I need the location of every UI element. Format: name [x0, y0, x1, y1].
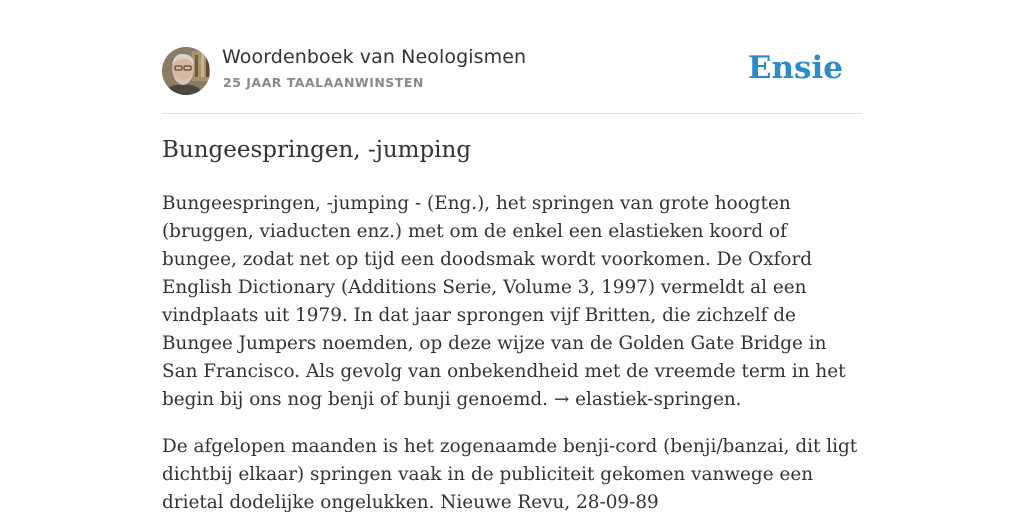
brand-logo[interactable]: Ensie: [747, 50, 843, 86]
site-header: [162, 46, 862, 96]
entry-content: [162, 190, 862, 512]
entry-paragraph: De afgelopen maanden is het zogenaamde benji-cord (benji/banzai, dit ligt dichtbij elkaar) springen vaak in de publiciteit gekomen vanwege een drietal dodelijke ongelukken. Nieuwe Revu, 28-09-89: [162, 436, 858, 512]
entry-paragraph: Bungeespringen, -jumping - (Eng.), het springen van grote hoogten (bruggen, viaducten enz.) met om de enkel een elastieken koord of bungee, zodat net op tijd een doodsmak wordt voorkomen. De Oxford English Dictionary (Additions Serie, Volume 3, 1997) vermeldt al een vindplaats uit 1979. In dat jaar sprongen vijf Britten, die zichzelf de Bungee Jumpers noemden, op deze wijze van de Golden Gate Bridge in San Francisco. Als gevolg van onbekendheid met de vreemde term in het begin bij ons nog benji of bunji genoemd. → elastiek-springen.: [162, 193, 846, 410]
site-title[interactable]: Woordenboek van Neologismen: [222, 46, 527, 68]
avatar[interactable]: [162, 47, 210, 95]
header-divider: [162, 113, 862, 114]
avatar-portrait-icon: [162, 47, 210, 95]
entry-title: Bungeespringen, -jumping: [162, 137, 472, 163]
site-subtitle: 25 JAAR TAALAANWINSTEN: [223, 75, 424, 90]
